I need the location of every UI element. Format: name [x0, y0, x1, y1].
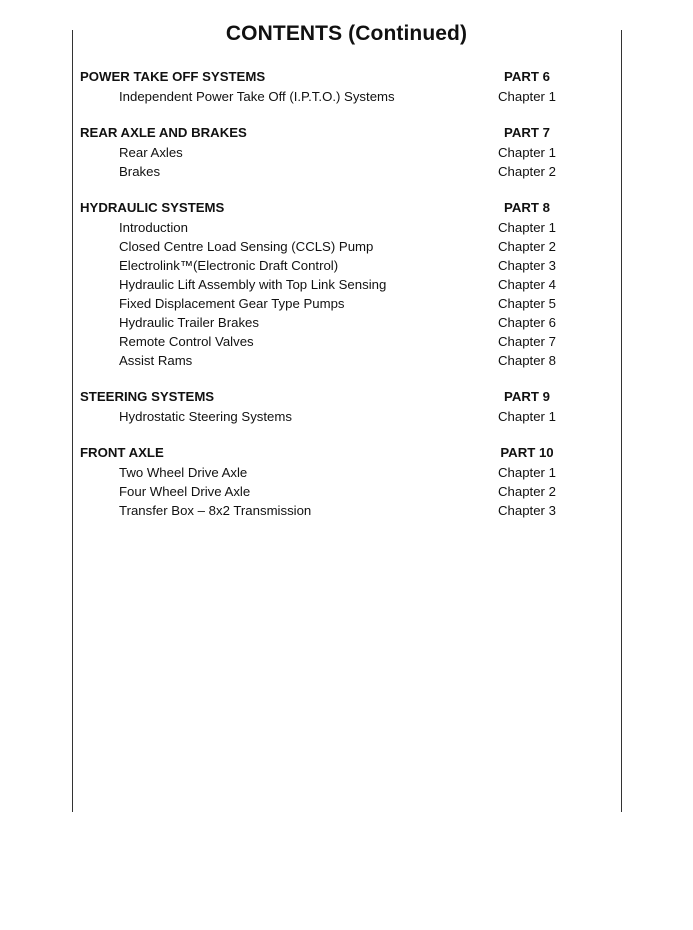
chapter-number: Chapter 8	[498, 353, 556, 368]
chapter-number: Chapter 3	[498, 503, 556, 518]
table-of-contents	[80, 66, 560, 536]
chapter-number: Chapter 1	[498, 145, 556, 160]
entry-title: Hydraulic Lift Assembly with Top Link Sensing	[119, 277, 387, 292]
entry-title: Independent Power Take Off (I.P.T.O.) Systems	[119, 89, 395, 104]
part-number: PART 6	[504, 69, 550, 84]
chapter-number: Chapter 2	[498, 484, 556, 499]
toc-entry	[80, 218, 560, 237]
entry-title: Electrolink™(Electronic Draft Control)	[119, 258, 339, 273]
section-title: FRONT AXLE	[80, 445, 164, 460]
toc-entry	[80, 501, 560, 520]
part-number: PART 9	[504, 389, 550, 404]
entry-title: Transfer Box – 8x2 Transmission	[119, 503, 312, 518]
section-title: HYDRAULIC SYSTEMS	[80, 200, 225, 215]
toc-entry	[80, 87, 560, 106]
entry-title: Rear Axles	[119, 145, 183, 160]
entry-title: Remote Control Valves	[119, 334, 254, 349]
entry-title: Fixed Displacement Gear Type Pumps	[119, 296, 345, 311]
left-margin-rule	[72, 30, 73, 812]
chapter-number: Chapter 1	[498, 220, 556, 235]
chapter-number: Chapter 4	[498, 277, 556, 292]
page-title: CONTENTS (Continued)	[225, 22, 468, 45]
entry-title: Assist Rams	[119, 353, 193, 368]
entry-title: Hydrostatic Steering Systems	[119, 409, 292, 424]
chapter-number: Chapter 2	[498, 164, 556, 179]
entry-title: Four Wheel Drive Axle	[119, 484, 251, 499]
section-heading-row	[80, 442, 560, 463]
part-number: PART 7	[504, 125, 550, 140]
chapter-number: Chapter 2	[498, 239, 556, 254]
toc-section	[80, 122, 560, 181]
section-title: STEERING SYSTEMS	[80, 389, 215, 404]
entry-title: Introduction	[119, 220, 188, 235]
toc-entry	[80, 143, 560, 162]
entry-title: Brakes	[119, 164, 161, 179]
chapter-number: Chapter 1	[498, 89, 556, 104]
entry-title: Hydraulic Trailer Brakes	[119, 315, 259, 330]
toc-entry	[80, 275, 560, 294]
toc-entry	[80, 256, 560, 275]
toc-entry	[80, 237, 560, 256]
section-heading-row	[80, 122, 560, 143]
right-margin-rule	[621, 30, 622, 812]
chapter-number: Chapter 7	[498, 334, 556, 349]
chapter-number: Chapter 1	[498, 465, 556, 480]
toc-entry	[80, 332, 560, 351]
toc-entry	[80, 313, 560, 332]
part-number: PART 8	[504, 200, 550, 215]
section-heading-row	[80, 66, 560, 87]
toc-entry	[80, 351, 560, 370]
toc-section	[80, 442, 560, 520]
section-heading-row	[80, 386, 560, 407]
entry-title: Two Wheel Drive Axle	[119, 465, 248, 480]
toc-entry	[80, 463, 560, 482]
chapter-number: Chapter 1	[498, 409, 556, 424]
chapter-number: Chapter 6	[498, 315, 556, 330]
part-number: PART 10	[500, 445, 554, 460]
chapter-number: Chapter 5	[498, 296, 556, 311]
toc-entry	[80, 482, 560, 501]
toc-entry	[80, 162, 560, 181]
toc-entry	[80, 294, 560, 313]
toc-section	[80, 386, 560, 426]
section-title: POWER TAKE OFF SYSTEMS	[80, 69, 266, 84]
section-title: REAR AXLE AND BRAKES	[80, 125, 247, 140]
toc-section	[80, 197, 560, 370]
toc-entry	[80, 407, 560, 426]
entry-title: Closed Centre Load Sensing (CCLS) Pump	[119, 239, 374, 254]
section-heading-row	[80, 197, 560, 218]
toc-section	[80, 66, 560, 106]
chapter-number: Chapter 3	[498, 258, 556, 273]
